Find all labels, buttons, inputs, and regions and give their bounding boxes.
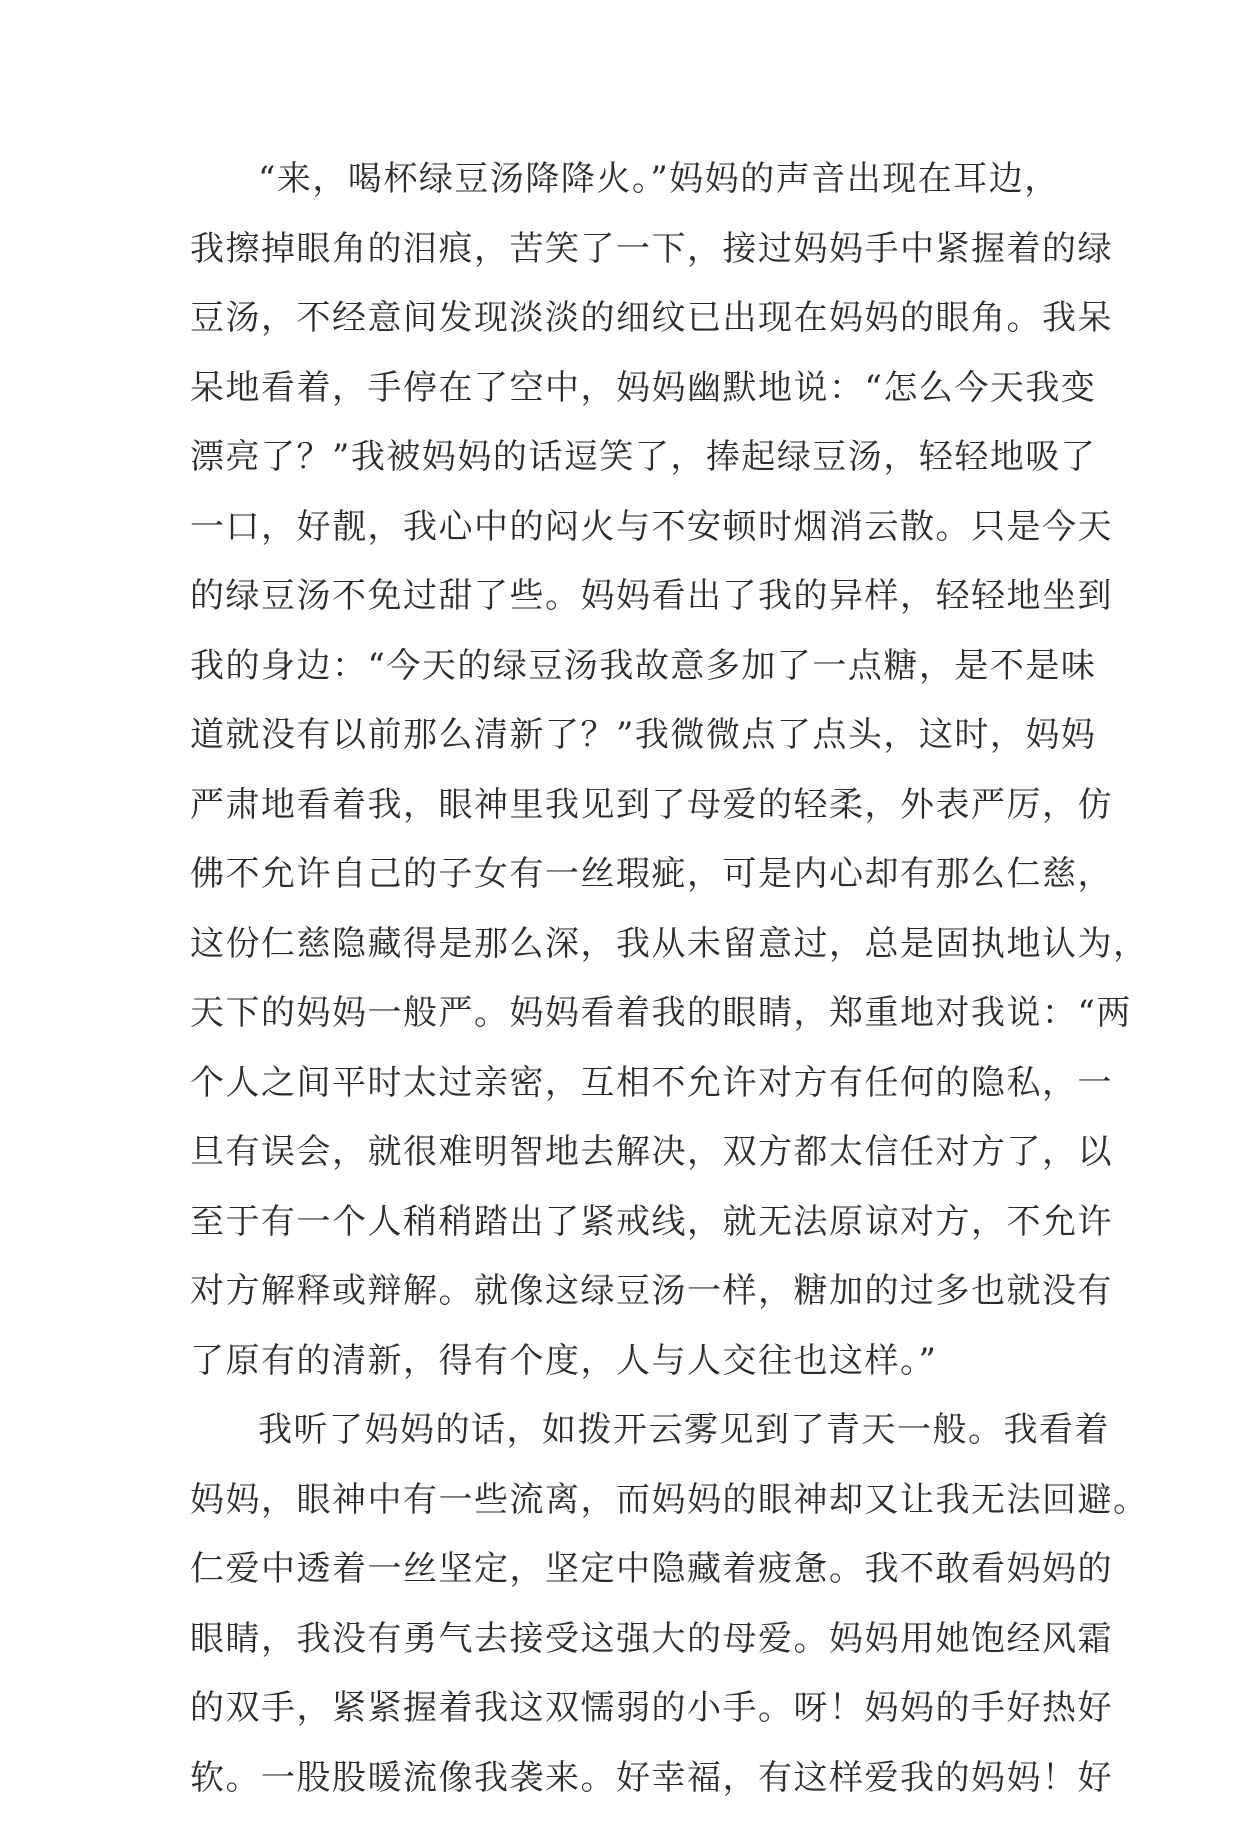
text-line: 我的身边：“今天的绿豆汤我故意多加了一点糖，是不是味	[190, 642, 1050, 712]
text-line: 豆汤，不经意间发现淡淡的细纹已出现在妈妈的眼角。我呆	[190, 294, 1050, 364]
text-line: 软。一股股暖流像我袭来。好幸福，有这样爱我的妈妈！好	[190, 1754, 1050, 1823]
text-line: 眼睛，我没有勇气去接受这强大的母爱。妈妈用她饱经风霜	[190, 1615, 1050, 1685]
text-line: 个人之间平时太过亲密，互相不允许对方有任何的隐私，一	[190, 1059, 1050, 1129]
text-line: 这份仁慈隐藏得是那么深，我从未留意过，总是固执地认为，	[190, 920, 1050, 990]
paragraph-1	[190, 155, 1050, 1406]
text-line: 严肃地看着我，眼神里我见到了母爱的轻柔，外表严厉，仿	[190, 781, 1050, 851]
text-line: 一口，好靓，我心中的闷火与不安顿时烟消云散。只是今天	[190, 503, 1050, 573]
text-line: 我听了妈妈的话，如拨开云雾见到了青天一般。我看着	[190, 1406, 1050, 1476]
text-line: 我擦掉眼角的泪痕，苦笑了一下，接过妈妈手中紧握着的绿	[190, 225, 1050, 295]
text-line: 了原有的清新，得有个度，人与人交往也这样。”	[190, 1337, 1050, 1407]
text-line: 天下的妈妈一般严。妈妈看着我的眼睛，郑重地对我说：“两	[190, 989, 1050, 1059]
text-line: 对方解释或辩解。就像这绿豆汤一样，糖加的过多也就没有	[190, 1267, 1050, 1337]
text-line: 漂亮了？”我被妈妈的话逗笑了，捧起绿豆汤，轻轻地吸了	[190, 433, 1050, 503]
text-line: 的双手，紧紧握着我这双懦弱的小手。呀！妈妈的手好热好	[190, 1684, 1050, 1754]
text-line: 呆地看着，手停在了空中，妈妈幽默地说：“怎么今天我变	[190, 364, 1050, 434]
text-line: 仁爱中透着一丝坚定，坚定中隐藏着疲惫。我不敢看妈妈的	[190, 1545, 1050, 1615]
text-line: “来，喝杯绿豆汤降降火。”妈妈的声音出现在耳边，	[190, 155, 1050, 225]
text-line: 佛不允许自己的子女有一丝瑕疵，可是内心却有那么仁慈，	[190, 850, 1050, 920]
text-line: 道就没有以前那么清新了？”我微微点了点头，这时，妈妈	[190, 711, 1050, 781]
text-line: 妈妈，眼神中有一些流离，而妈妈的眼神却又让我无法回避。	[190, 1476, 1050, 1546]
paragraph-2	[190, 1406, 1050, 1823]
text-line: 的绿豆汤不免过甜了些。妈妈看出了我的异样，轻轻地坐到	[190, 572, 1050, 642]
body-text	[190, 155, 1050, 1823]
text-line: 旦有误会，就很难明智地去解决，双方都太信任对方了，以	[190, 1128, 1050, 1198]
text-line: 至于有一个人稍稍踏出了紧戒线，就无法原谅对方，不允许	[190, 1198, 1050, 1268]
